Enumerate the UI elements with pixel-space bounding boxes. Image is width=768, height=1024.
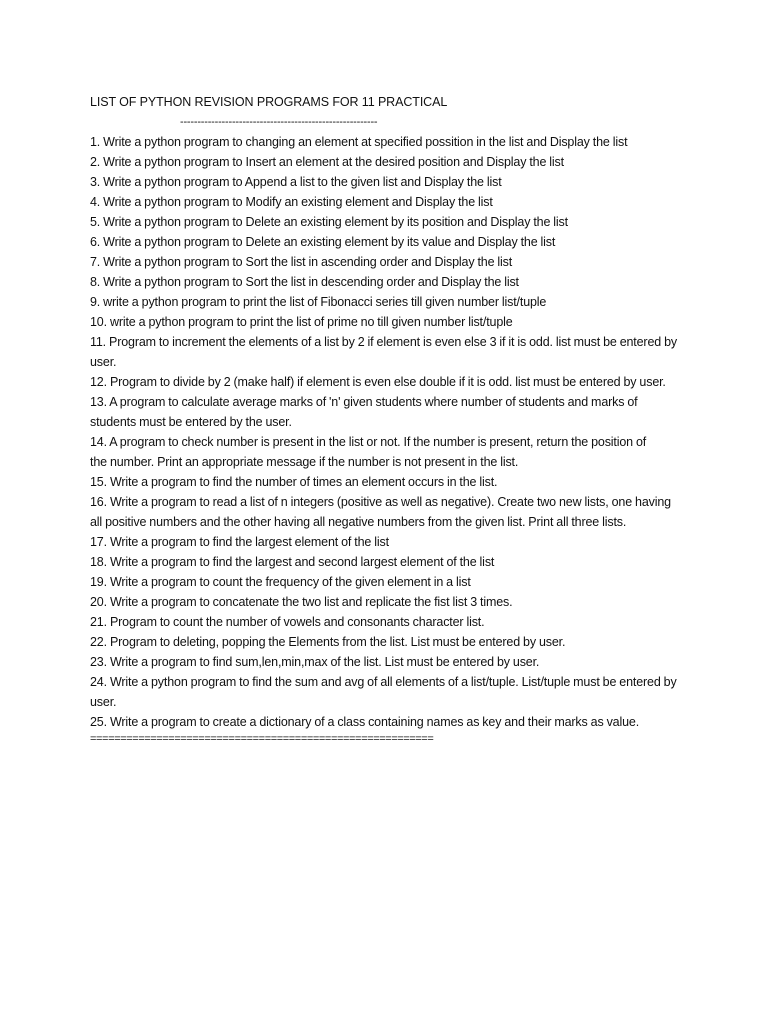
list-item: 16. Write a program to read a list of n integers (positive as well as negative). Create two new lists, one having all positive numbers and the other having all negative numbers from the given list. Print all three lists. xyxy=(90,495,671,529)
document-page xyxy=(90,92,680,746)
list-item: 15. Write a program to find the number of times an element occurs in the list. xyxy=(90,475,498,489)
list-item: 1. Write a python program to changing an element at specified possition in the list and Display the list xyxy=(90,135,628,149)
list-item: 6. Write a python program to Delete an existing element by its value and Display the list xyxy=(90,235,556,249)
list-item: 19. Write a program to count the frequency of the given element in a list xyxy=(90,575,471,589)
list-item: 13. A program to calculate average marks of 'n' given students where number of students and marks of students must be entered by the user. xyxy=(90,395,638,429)
list-item: 4. Write a python program to Modify an existing element and Display the list xyxy=(90,195,493,209)
list-item: 18. Write a program to find the largest and second largest element of the list xyxy=(90,555,495,569)
list-item: 25. Write a program to create a dictionary of a class containing names as key and their marks as value. xyxy=(90,715,640,729)
document-title: LIST OF PYTHON REVISION PROGRAMS FOR 11 PRACTICAL xyxy=(90,95,448,109)
list-item: 24. Write a python program to find the sum and avg of all elements of a list/tuple. List/tuple must be entered by user. xyxy=(90,675,677,709)
list-item: 7. Write a python program to Sort the list in ascending order and Display the list xyxy=(90,255,513,269)
list-item: 21. Program to count the number of vowels and consonants character list. xyxy=(90,615,485,629)
list-item: 2. Write a python program to Insert an element at the desired position and Display the list xyxy=(90,155,564,169)
title-dash-rule: --------------------------------------------------------- xyxy=(180,116,378,128)
list-item: the number. Print an appropriate message if the number is not present in the list. xyxy=(90,455,519,469)
list-item: 9. write a python program to print the list of Fibonacci series till given number list/tuple xyxy=(90,295,547,309)
list-item: 3. Write a python program to Append a list to the given list and Display the list xyxy=(90,175,502,189)
program-list xyxy=(90,132,680,732)
list-item: 5. Write a python program to Delete an existing element by its position and Display the list xyxy=(90,215,568,229)
list-item: 23. Write a program to find sum,len,min,max of the list. List must be entered by user. xyxy=(90,655,540,669)
list-item: 12. Program to divide by 2 (make half) if element is even else double if it is odd. list must be entered by user. xyxy=(90,375,666,389)
list-item: 10. write a python program to print the list of prime no till given number list/tuple xyxy=(90,315,513,329)
list-item: 17. Write a program to find the largest element of the list xyxy=(90,535,389,549)
list-item: 22. Program to deleting, popping the Elements from the list. List must be entered by user. xyxy=(90,635,566,649)
list-item: 14. A program to check number is present in the list or not. If the number is present, return the position of xyxy=(90,435,647,449)
list-item: 11. Program to increment the elements of a list by 2 if element is even else 3 if it is odd. list must be entered by user. xyxy=(90,335,677,369)
end-equals-rule: ========================================================= xyxy=(90,733,434,745)
list-item: 8. Write a python program to Sort the list in descending order and Display the list xyxy=(90,275,519,289)
list-item: 20. Write a program to concatenate the two list and replicate the fist list 3 times. xyxy=(90,595,513,609)
